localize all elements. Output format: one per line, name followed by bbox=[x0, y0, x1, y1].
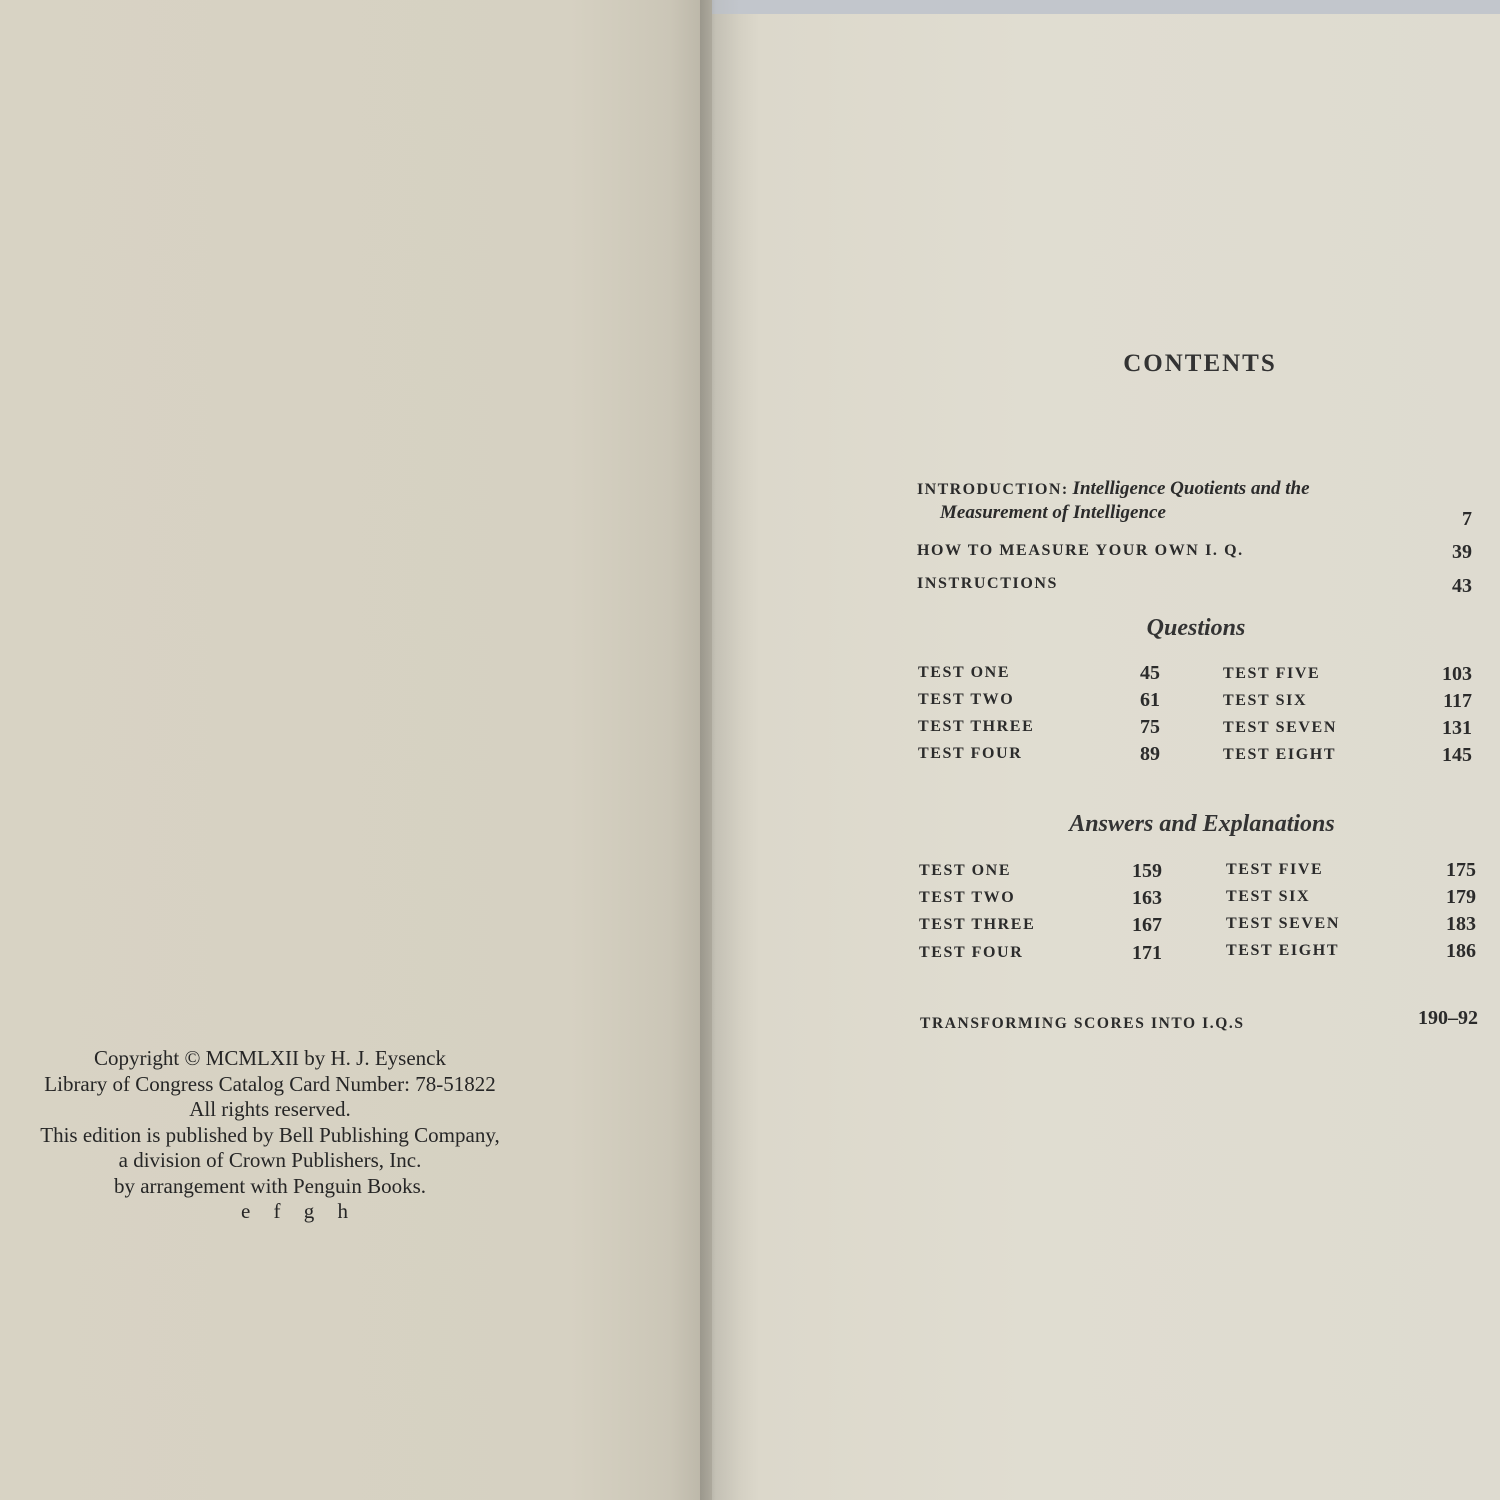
a-test-one-page: 159 bbox=[1132, 860, 1162, 882]
toc-introduction-cont bbox=[940, 502, 1166, 524]
toc-transforming: TRANSFORMING SCORES INTO I.Q.S bbox=[920, 1015, 1245, 1032]
arrangement-line: by arrangement with Penguin Books. bbox=[113, 1173, 427, 1198]
q-test-eight: TEST EIGHT bbox=[1223, 746, 1337, 763]
a-test-one: TEST ONE bbox=[919, 862, 1012, 879]
q-test-two-page: 61 bbox=[1140, 689, 1160, 711]
instructions-page: 43 bbox=[1452, 575, 1472, 597]
q-test-eight-page: 145 bbox=[1442, 744, 1472, 766]
toc-introduction bbox=[917, 478, 1310, 500]
a-test-five: TEST FIVE bbox=[1226, 861, 1324, 878]
printing-letters: e f g h bbox=[240, 1199, 358, 1223]
a-test-five-page: 175 bbox=[1446, 859, 1476, 881]
division-line: a division of Crown Publishers, Inc. bbox=[118, 1148, 422, 1172]
copyright-line: Copyright © MCMLXII by H. J. Eysenck bbox=[94, 1046, 446, 1070]
transforming-page: 190–92 bbox=[1418, 1007, 1478, 1029]
a-test-four-page: 171 bbox=[1132, 942, 1162, 964]
a-test-two: TEST TWO bbox=[919, 889, 1016, 906]
q-test-one-page: 45 bbox=[1140, 662, 1160, 684]
toc-how-to: HOW TO MEASURE YOUR OWN I. Q. bbox=[917, 542, 1244, 559]
questions-heading: Questions bbox=[1146, 615, 1246, 641]
q-test-six-page: 117 bbox=[1443, 690, 1472, 712]
a-test-two-page: 163 bbox=[1132, 887, 1162, 909]
q-test-four-page: 89 bbox=[1140, 743, 1160, 765]
q-test-three: TEST THREE bbox=[918, 718, 1035, 735]
q-test-five-page: 103 bbox=[1442, 663, 1472, 685]
rights-line: All rights reserved. bbox=[189, 1097, 351, 1121]
a-test-three: TEST THREE bbox=[919, 916, 1036, 933]
a-test-seven-page: 183 bbox=[1446, 913, 1476, 935]
a-test-six-page: 179 bbox=[1446, 886, 1476, 908]
a-test-four: TEST FOUR bbox=[919, 944, 1024, 961]
answers-heading: Answers and Explanations bbox=[1069, 811, 1335, 837]
q-test-one: TEST ONE bbox=[918, 664, 1011, 681]
a-test-three-page: 167 bbox=[1132, 914, 1162, 936]
q-test-seven-page: 131 bbox=[1442, 717, 1472, 739]
catalog-line: Library of Congress Catalog Card Number: 78-51822 bbox=[44, 1071, 496, 1096]
toc-instructions: INSTRUCTIONS bbox=[917, 575, 1059, 592]
q-test-three-page: 75 bbox=[1140, 716, 1160, 738]
edition-line: This edition is published by Bell Publishing Company, bbox=[40, 1122, 500, 1147]
intro-subtitle-1: Intelligence Quotients and the bbox=[1072, 478, 1310, 499]
intro-subtitle-2: Measurement of Intelligence bbox=[940, 502, 1166, 523]
q-test-five: TEST FIVE bbox=[1223, 665, 1321, 682]
intro-page: 7 bbox=[1462, 508, 1472, 530]
how-to-page: 39 bbox=[1452, 541, 1472, 563]
a-test-eight-page: 186 bbox=[1446, 940, 1476, 962]
q-test-six: TEST SIX bbox=[1223, 692, 1308, 709]
intro-label: INTRODUCTION: bbox=[917, 481, 1069, 498]
a-test-six: TEST SIX bbox=[1226, 888, 1311, 905]
a-test-seven: TEST SEVEN bbox=[1226, 915, 1340, 932]
a-test-eight: TEST EIGHT bbox=[1226, 942, 1340, 959]
q-test-two: TEST TWO bbox=[918, 691, 1015, 708]
contents-title: CONTENTS bbox=[1123, 350, 1277, 377]
q-test-four: TEST FOUR bbox=[918, 745, 1023, 762]
q-test-seven: TEST SEVEN bbox=[1223, 719, 1337, 736]
